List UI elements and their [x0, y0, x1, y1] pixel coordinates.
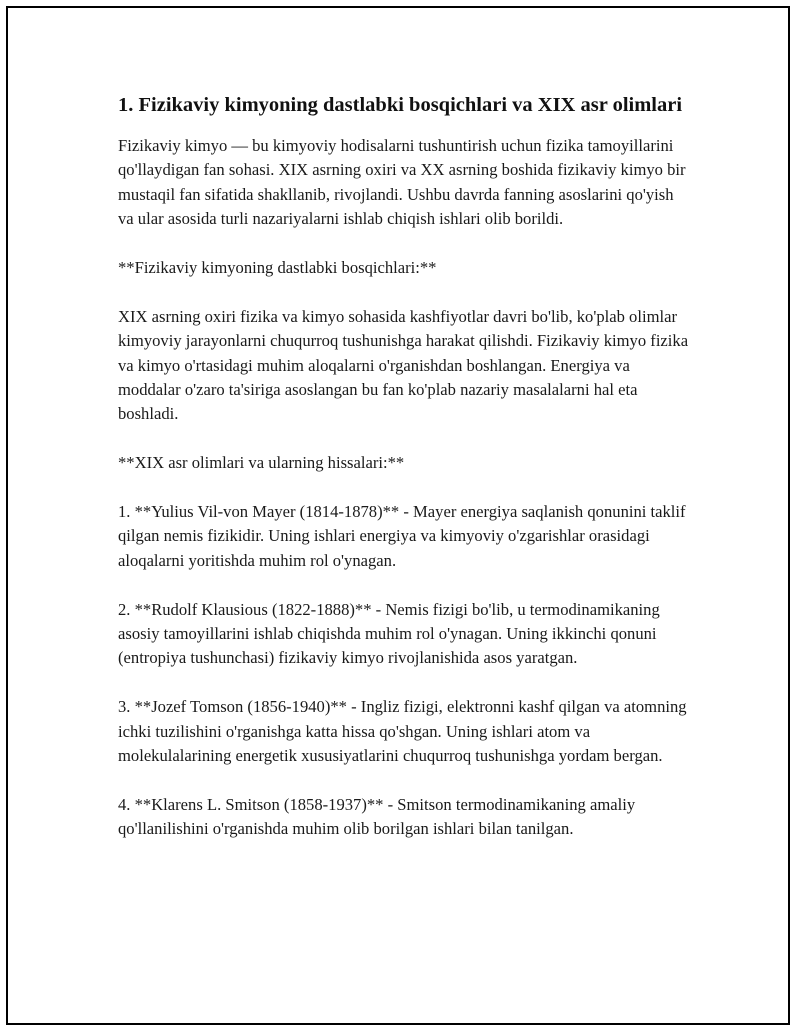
- document-body: [118, 92, 690, 866]
- list-item-klausious: 2. **Rudolf Klausious (1822-1888)** - Nemis fizigi bo'lib, u termodinamikaning asosiy tamoyillarini ishlab chiqishda muhim rol o'ynagan. Uning ikkinchi qonuni (entropiya tushunchasi) fizikaviy kimyo rivojlanishida asos yaratgan.: [118, 599, 660, 668]
- document-heading: 1. Fizikaviy kimyoning dastlabki bosqichlari va XIX asr olimlari: [118, 94, 683, 116]
- paragraph-section-scientists: **XIX asr olimlari va ularning hissalari:**: [118, 453, 405, 473]
- list-item-tomson: 3. **Jozef Tomson (1856-1940)** - Ingliz fizigi, elektronni kashf qilgan va atomning ichki tuzilishini o'rganishga katta hissa qo'shgan. Uning ishlari atom va molekulalarining energetik xususiyatlarini chuqurroq tushunishga yordam bergan.: [118, 697, 687, 766]
- paragraph-early-stages: XIX asrning oxiri fizika va kimyo sohasida kashfiyotlar davri bo'lib, ko'plab olimlar kimyoviy jarayonlarni chuqurroq tushunishga harakat qilishdi. Fizikaviy kimyo fizika va kimyo o'rtasidagi muhim aloqalarni o'rganishdan boshlangan. Energiya va moddalar o'zaro ta'siriga asoslangan bu fan ko'plab nazariy masalalarni hal eta boshladi.: [118, 306, 689, 424]
- paragraph-section-early-stages: **Fizikaviy kimyoning dastlabki bosqichlari:**: [118, 258, 437, 278]
- paragraph-intro: Fizikaviy kimyo — bu kimyoviy hodisalarni tushuntirish uchun fizika tamoyillarini qo'llaydigan fan sohasi. XIX asrning oxiri va XX asrning boshida fizikaviy kimyo bir mustaqil fan sifatida shakllanib, rivojlandi. Ushbu davrda fanning asoslarini qo'yish va ular asosida turli nazariyalarni ishlab chiqish ishlari olib borildi.: [118, 136, 686, 229]
- list-item-smitson: 4. **Klarens L. Smitson (1858-1937)** - Smitson termodinamikaning amaliy qo'llanilishini o'rganishda muhim olib borilgan ishlari bilan tanilgan.: [118, 794, 636, 839]
- list-item-mayer: 1. **Yulius Vil-von Mayer (1814-1878)** - Mayer energiya saqlanish qonunini taklif qilgan nemis fizikidir. Uning ishlari energiya va kimyoviy o'zgarishlar orasidagi aloqalarni yoritishda muhim rol o'ynagan.: [118, 502, 686, 570]
